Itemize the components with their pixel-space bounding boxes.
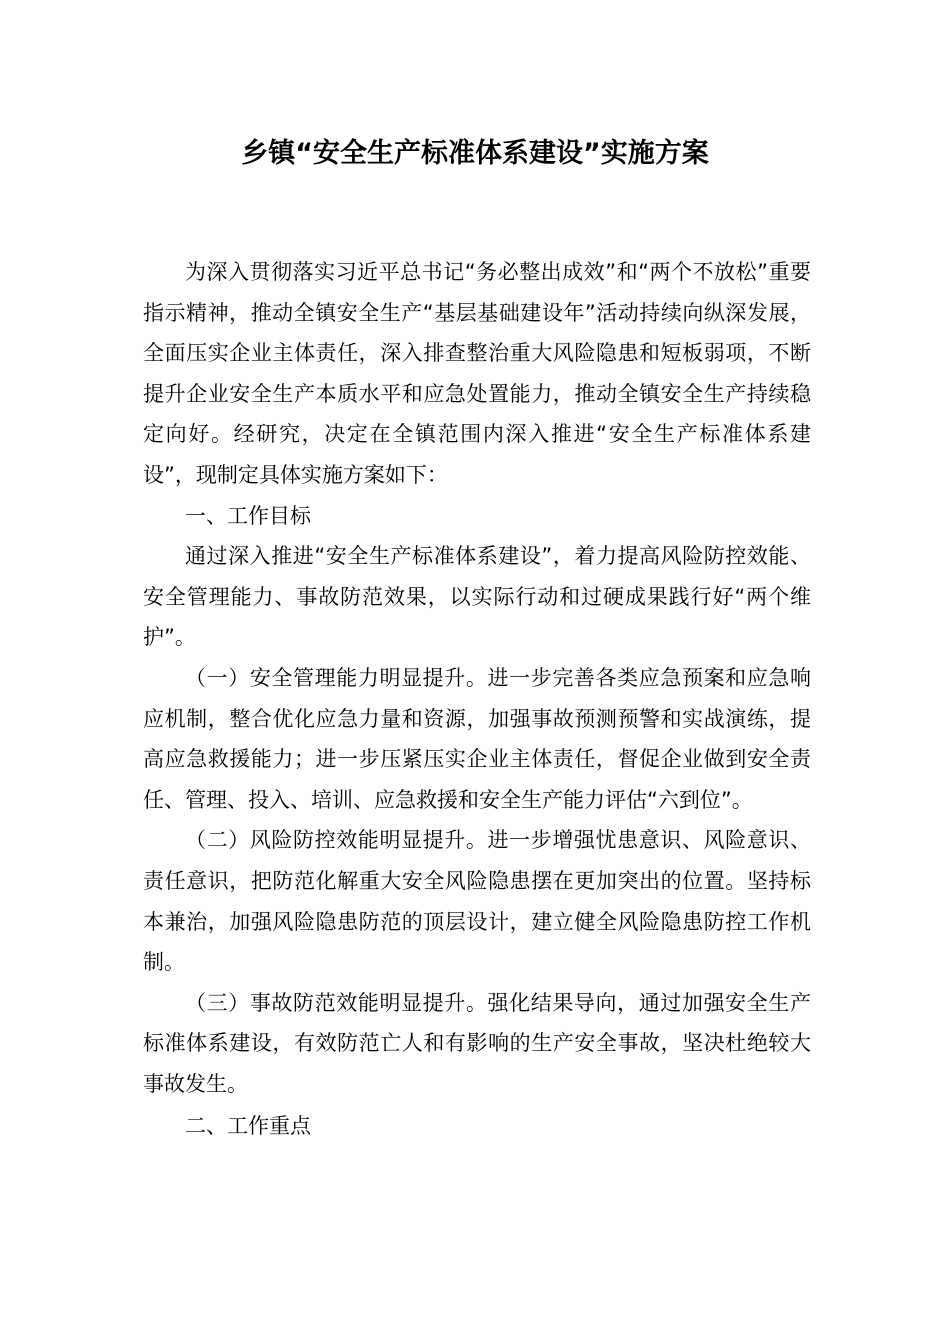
goals-summary-paragraph: 通过深入推进“安全生产标准体系建设”，着力提高风险防控效能、安全管理能力、事故防范效果，以实际行动和过硬成果践行好“两个维护”。: [143, 544, 811, 650]
document-title: 乡镇“安全生产标准体系建设”实施方案: [241, 138, 709, 169]
goal-item-2-paragraph: （二）风险防控效能明显提升。进一步增强忧患意识、风险意识、责任意识，把防范化解重大安全风险隐患摆在更加突出的位置。坚持标本兼治，加强风险隐患防范的顶层设计，建立健全风险隐患防控工作机制。: [143, 828, 811, 975]
goal-item-1-paragraph: （一）安全管理能力明显提升。进一步完善各类应急预案和应急响应机制，整合优化应急力量和资源，加强事故预测预警和实战演练，提高应急救援能力；进一步压紧压实企业主体责任，督促企业做到安全责任、管理、投入、培训、应急救援和安全生产能力评估“六到位”。: [143, 665, 811, 812]
intro-paragraph: 为深入贯彻落实习近平总书记“务必整出成效”和“两个不放松”重要指示精神，推动全镇安全生产“基层基础建设年”活动持续向纵深发展，全面压实企业主体责任，深入排查整治重大风险隐患和短板弱项，不断提升企业安全生产本质水平和应急处置能力，推动全镇安全生产持续稳定向好。经研究，决定在全镇范围内深入推进“安全生产标准体系建设”，现制定具体实施方案如下：: [143, 260, 811, 487]
document-body: [143, 252, 811, 1147]
section-heading-work-focus: 二、工作重点: [185, 1114, 311, 1139]
section-heading-work-goals: 一、工作目标: [185, 503, 311, 528]
goal-item-3-paragraph: （三）事故防范效能明显提升。强化结果导向，通过加强安全生产标准体系建设，有效防范亡人和有影响的生产安全事故，坚决杜绝较大事故发生。: [143, 990, 811, 1096]
